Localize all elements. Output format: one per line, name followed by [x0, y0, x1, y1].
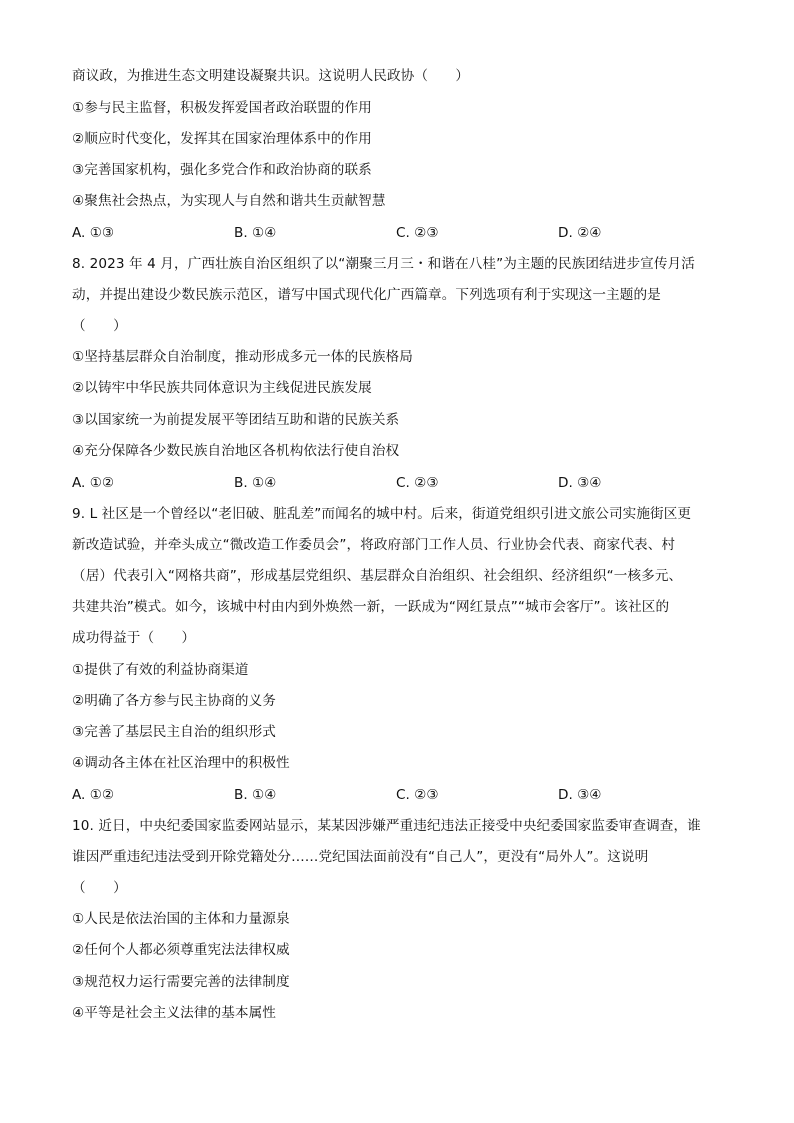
q9-statement-3: ③完善了基层民主自治的组织形式 — [72, 724, 276, 740]
q7-statement-2: ②顺应时代变化，发挥其在国家治理体系中的作用 — [72, 131, 372, 147]
q8-option-c[interactable]: C. ②③ — [396, 475, 439, 491]
q9-stem-line-4: 共建共治”模式。如今，该城中村由内到外焕然一新，一跃成为“网红景点”“城市会客厅”。该社区的 — [72, 599, 670, 615]
q7-statement-3: ③完善国家机构，强化多党合作和政治协商的联系 — [72, 162, 372, 178]
q7-statement-4: ④聚焦社会热点，为实现人与自然和谐共生贡献智慧 — [72, 193, 386, 209]
q7-option-c[interactable]: C. ②③ — [396, 225, 439, 241]
q9-option-a[interactable]: A. ①② — [72, 787, 115, 803]
q8-statement-1: ①坚持基层群众自治制度，推动形成多元一体的民族格局 — [72, 349, 413, 365]
q7-statement-1: ①参与民主监督，积极发挥爱国者政治联盟的作用 — [72, 100, 372, 116]
q7-options — [72, 223, 732, 243]
q9-statement-2: ②明确了各方参与民主协商的义务 — [72, 693, 276, 709]
q10-stem-line-2: 谁因严重违纪违法受到开除党籍处分……党纪国法面前没有“自己人”，更没有“局外人”。这说明 — [72, 849, 649, 865]
q7-option-b[interactable]: B. ①④ — [234, 225, 277, 241]
q8-statement-4: ④充分保障各少数民族自治地区各机构依法行使自治权 — [72, 443, 400, 459]
q8-option-a[interactable]: A. ①② — [72, 475, 115, 491]
q10-statement-1: ①人民是依法治国的主体和力量源泉 — [72, 911, 290, 927]
q10-stem-line-1: 10. 近日，中央纪委国家监委网站显示，某某因涉嫌严重违纪违法正接受中央纪委国家监委审查调查，谁 — [72, 818, 701, 834]
q9-stem-line-5: 成功得益于（ ） — [72, 630, 196, 646]
q10-statement-3: ③规范权力运行需要完善的法律制度 — [72, 974, 290, 990]
q8-option-d[interactable]: D. ③④ — [558, 475, 602, 491]
q9-stem-line-1: 9. L 社区是一个曾经以“老旧破、脏乱差”而闻名的城中村。后来，街道党组织引进文旅公司实施街区更 — [72, 506, 692, 522]
q10-stem-line-3: （ ） — [72, 880, 127, 896]
q8-statement-3: ③以国家统一为前提发展平等团结互助和谐的民族关系 — [72, 412, 400, 428]
q9-option-b[interactable]: B. ①④ — [234, 787, 277, 803]
q9-options — [72, 785, 732, 805]
q8-stem-line-2: 动，并提出建设少数民族示范区，谱写中国式现代化广西篇章。下列选项有利于实现这一主题的是 — [72, 287, 661, 303]
q8-stem-line-1: 8. 2023 年 4 月，广西壮族自治区组织了以“潮聚三月三・和谐在八桂”为主题的民族团结进步宣传月活 — [72, 256, 695, 272]
q9-statement-1: ①提供了有效的利益协商渠道 — [72, 662, 249, 678]
q9-statement-4: ④调动各主体在社区治理中的积极性 — [72, 755, 290, 771]
q8-option-b[interactable]: B. ①④ — [234, 475, 277, 491]
q8-options — [72, 473, 732, 493]
q7-option-d[interactable]: D. ②④ — [558, 225, 602, 241]
q9-option-d[interactable]: D. ③④ — [558, 787, 602, 803]
q8-statement-2: ②以铸牢中华民族共同体意识为主线促进民族发展 — [72, 380, 372, 396]
q7-stem-tail: 商议政，为推进生态文明建设凝聚共识。这说明人民政协（ ） — [72, 68, 470, 84]
q9-stem-line-3: （居）代表引入“网格共商”，形成基层党组织、基层群众自治组织、社会组织、经济组织“一核多元、 — [72, 568, 683, 584]
q9-option-c[interactable]: C. ②③ — [396, 787, 439, 803]
q9-stem-line-2: 新改造试验，并牵头成立“微改造工作委员会”，将政府部门工作人员、行业协会代表、商家代表、村 — [72, 537, 676, 553]
q8-stem-line-3: （ ） — [72, 318, 127, 334]
q7-option-a[interactable]: A. ①③ — [72, 225, 115, 241]
q10-statement-4: ④平等是社会主义法律的基本属性 — [72, 1005, 276, 1021]
q10-statement-2: ②任何个人都必须尊重宪法法律权威 — [72, 942, 290, 958]
